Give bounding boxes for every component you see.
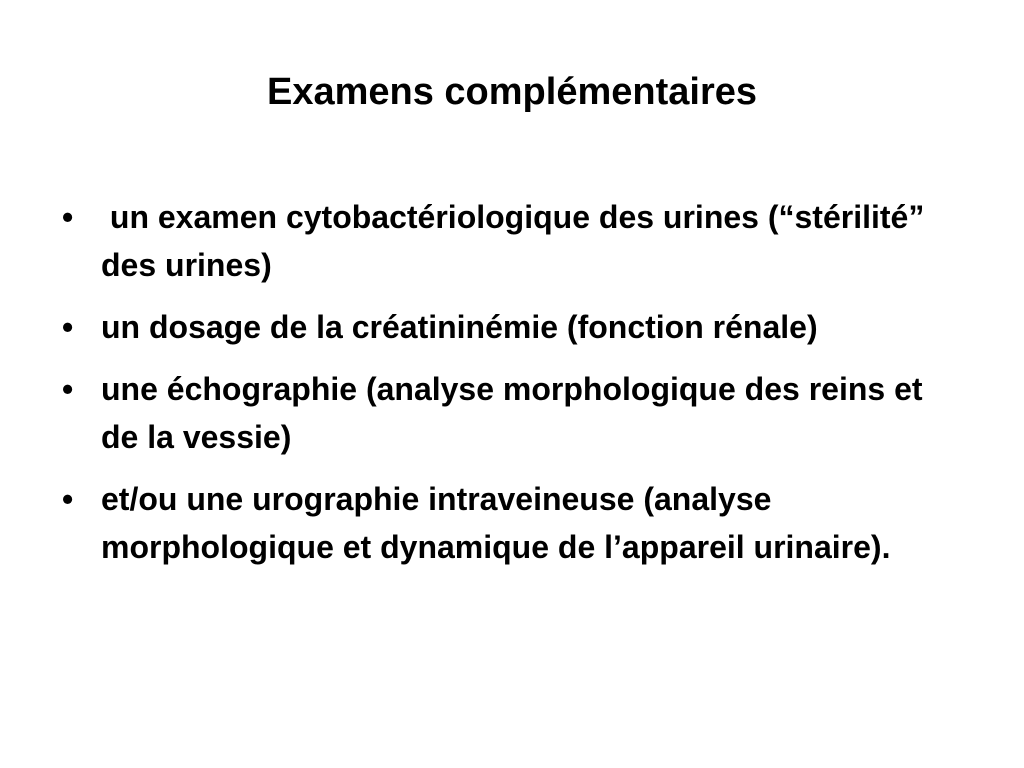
bullet-text-creatininemie: un dosage de la créatininémie (fonction rénale)	[101, 309, 818, 345]
bullet-text-echographie: une échographie (analyse morphologique des reins et de la vessie)	[101, 371, 923, 455]
list-item	[62, 475, 962, 571]
bullet-text-urographie: et/ou une urographie intraveineuse (analyse morphologique et dynamique de l’appareil urinaire).	[101, 481, 891, 565]
bullet-list	[62, 193, 962, 585]
list-item	[62, 193, 962, 289]
list-item	[62, 365, 962, 461]
bullet-icon: •	[62, 199, 74, 235]
bullet-text-ecbu: un examen cytobactériologique des urines (“stérilité” des urines)	[101, 199, 934, 283]
slide-title: Examens complémentaires	[266, 71, 757, 113]
bullet-icon: •	[62, 371, 74, 407]
bullet-icon: •	[62, 309, 74, 345]
bullet-icon: •	[62, 481, 74, 517]
list-item	[62, 303, 962, 351]
